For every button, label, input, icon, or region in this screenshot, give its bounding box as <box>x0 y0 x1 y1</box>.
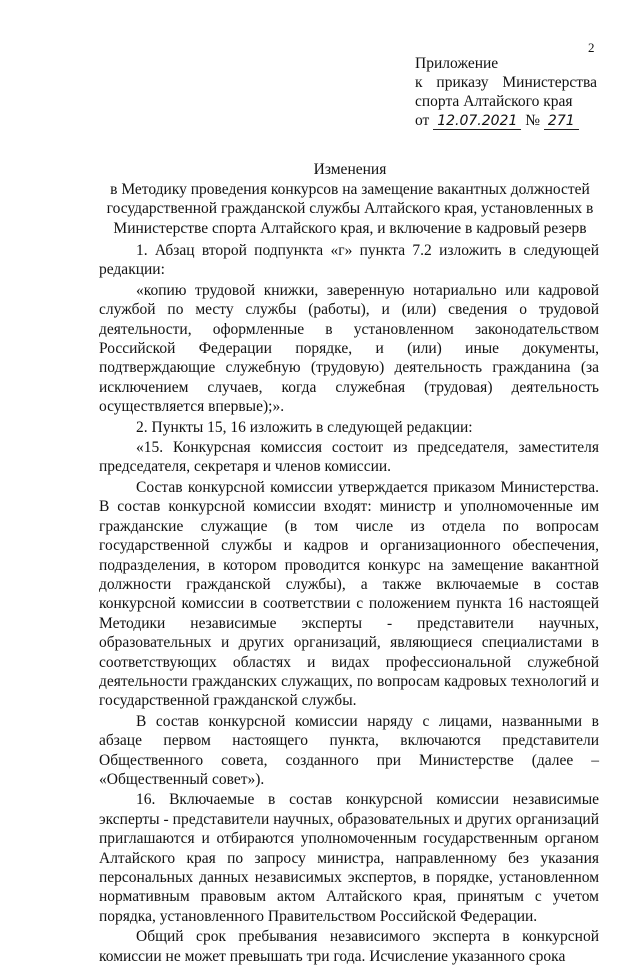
page-number: 2 <box>588 40 595 55</box>
appendix-block <box>415 54 597 131</box>
paragraph: Общий срок пребывания независимого эксперта в конкурсной комиссии не может превышать три года. Исчисление указанного срока <box>99 928 599 965</box>
title-line: государственной гражданской службы Алтайского края, установленных в <box>106 200 594 217</box>
appendix-date-line <box>415 111 597 131</box>
handwritten-date: 12.07.2021 <box>433 113 521 130</box>
title-line: в Методику проведения конкурсов на замещение вакантных должностей <box>110 180 590 198</box>
title-line: Изменения <box>313 161 387 178</box>
date-prefix: от <box>415 112 430 129</box>
paragraph: 1. Абзац второй подпункта «г» пункта 7.2 изложить в следующей редакции: <box>99 242 599 279</box>
paragraph: 16. Включаемые в состав конкурсной комиссии независимые эксперты - представители научных, образовательных и других организаций приглашаются и отбираются уполномоченным государственным органом Алтайского края по запросу министра, направленному без указания персональных данных независимых экспертов, в порядке, установленном нормативным правовым актом Алтайского края, принятым с учетом порядка, установленного Правительством Российской Федерации. <box>99 791 599 925</box>
appendix-order-line: к приказу Министерства <box>415 74 597 91</box>
paragraph: Состав конкурсной комиссии утверждается приказом Министерства. В состав конкурсной комиссии входят: министр и уполномоченные им гражданские служащие (в том числе из отдела по вопросам государственной службы и кадров и организационного обеспечения, подразделения, в котором проводится конкурс на замещение вакантной должности гражданской службы), а также включаемые в состав конкурсной комиссии в соответствии с положением пункта 16 настоящей Методики независимые эксперты - представители научных, образовательных и других организаций, являющиеся специалистами в соответствующих областях и видах профессиональной служебной деятельности гражданских служащих, по вопросам кадровых технологий и государственной гражданской службы. <box>99 478 599 710</box>
document-body <box>99 241 599 967</box>
document-title <box>80 160 620 238</box>
paragraph: 2. Пункты 15, 16 изложить в следующей редакции: <box>136 418 473 436</box>
appendix-label: Приложение <box>415 55 499 72</box>
number-prefix: № <box>525 112 541 129</box>
paragraph: «15. Конкурсная комиссия состоит из председателя, заместителя председателя, секретаря и членов комиссии. <box>99 439 599 476</box>
paragraph: «копию трудовой книжки, заверенную нотариально или кадровой службой по месту службы (работы), и (или) сведения о трудовой деятельности, оформленные в установленном законодательством Российской Федерации порядке, и (или) иные документы, подтверждающие служебную (трудовую) деятельность гражданина (за исключением случаев, когда служебная (трудовая) деятельность осуществляется впервые);». <box>99 281 599 416</box>
paragraph: В состав конкурсной комиссии наряду с лицами, названными в абзаце первом настоящего пункта, включаются представители Общественного совета, созданного при Министерстве (далее – «Общественный совет»). <box>99 712 599 788</box>
title-line: Министерстве спорта Алтайского края, и включение в кадровый резерв <box>113 219 587 237</box>
appendix-ministry-line: спорта Алтайского края <box>415 93 573 110</box>
handwritten-number: 271 <box>544 113 579 130</box>
